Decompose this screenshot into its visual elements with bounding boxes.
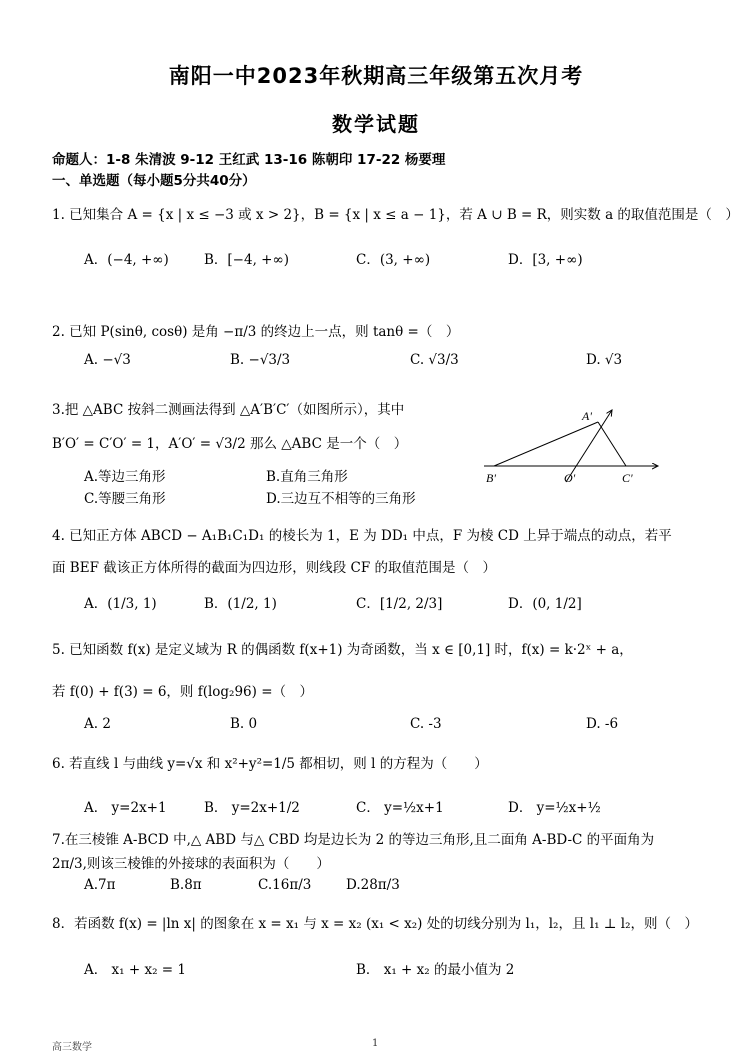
page-title: 南阳一中2023年秋期高三年级第五次月考 [168, 64, 584, 88]
question-4-option-c: C．[1/2, 2/3] [356, 596, 443, 612]
question-7-option-c: C.16π/3 [258, 877, 312, 893]
question-4-option-b: B．(1/2, 1) [204, 596, 277, 612]
side-a-c [598, 422, 626, 466]
question-6-option-a: A． y=2x+1 [84, 800, 167, 816]
question-5-option-b: B. 0 [230, 716, 258, 732]
question-1-option-b: B．[−4, +∞) [204, 252, 289, 268]
question-8-option-b: B． x₁ + x₂ 的最小值为 2 [356, 962, 515, 978]
question-7-option-d: D.28π/3 [346, 877, 400, 893]
question-3-option-a: A.等边三角形 [84, 469, 166, 485]
question-3-option-b: B.直角三角形 [266, 469, 348, 485]
question-3-option-c: C.等腰三角形 [84, 491, 166, 507]
label-c: C' [622, 471, 633, 485]
section-heading: 一、单选题（每小题5分共40分） [52, 173, 256, 189]
footer-subject: 高三数学 [52, 1042, 92, 1053]
question-7-stem-line2: 2π/3,则该三棱锥的外接球的表面积为（ ） [52, 856, 330, 872]
label-a: A' [582, 409, 592, 423]
question-4-stem-line2: 面 BEF 截该正方体所得的截面为四边形，则线段 CF 的取值范围是（ ） [52, 560, 497, 576]
question-7-option-b: B.8π [170, 877, 202, 893]
question-1-option-d: D．[3, +∞) [508, 252, 583, 268]
question-5-stem-line2: 若 f(0) + f(3) = 6，则 f(log₂96) =（ ） [52, 684, 314, 700]
question-3-option-d: D.三边互不相等的三角形 [266, 491, 416, 507]
question-5-option-d: D. -6 [586, 716, 619, 732]
label-o: O' [564, 471, 576, 485]
side-b-a [494, 422, 598, 466]
question-7-option-a: A.7π [84, 877, 116, 893]
question-6-option-d: D． y=½x+½ [508, 800, 601, 816]
question-1-option-a: A．(−4, +∞) [84, 252, 169, 268]
question-5-option-c: C. -3 [410, 716, 442, 732]
question-6-option-b: B． y=2x+1/2 [204, 800, 300, 816]
question-1-option-c: C．(3, +∞) [356, 252, 431, 268]
question-2-option-a: A. −√3 [84, 352, 131, 368]
question-6-option-c: C． y=½x+1 [356, 800, 444, 816]
question-4-stem-line1: 4. 已知正方体 ABCD − A₁B₁C₁D₁ 的棱长为 1，E 为 DD₁ 中点，F 为棱 CD 上异于端点的动点，若平 [52, 528, 672, 544]
authors-line: 命题人：1-8 朱清波 9-12 王红武 13-16 陈朝印 17-22 杨要理 [52, 152, 446, 168]
question-5-stem-line1: 5. 已知函数 f(x) 是定义域为 R 的偶函数 f(x+1) 为奇函数，当 x ∈ [0,1] 时，f(x) = k·2ˣ + a， [52, 642, 633, 658]
question-5-option-a: A. 2 [84, 716, 111, 732]
question-1-stem: 1. 已知集合 A = {x | x ≤ −3 或 x > 2}，B = {x | x ≤ a − 1}，若 A ∪ B = R，则实数 a 的取值范围是（ ） [52, 207, 739, 223]
label-b: B' [486, 471, 496, 485]
question-8-stem: 8．若函数 f(x) = |ln x| 的图象在 x = x₁ 与 x = x₂ (x₁ < x₂) 处的切线分别为 l₁，l₂，且 l₁ ⊥ l₂，则（ ） [52, 916, 699, 932]
oblique-triangle-figure [476, 400, 666, 490]
question-4-option-a: A．(1/3, 1) [84, 596, 157, 612]
question-3-stem-line2: B′O′ = C′O′ = 1，A′O′ = √3/2 那么 △ABC 是一个（ ） [52, 436, 408, 452]
question-7-stem-line1: 7.在三棱锥 A-BCD 中,△ ABD 与△ CBD 均是边长为 2 的等边三角形,且二面角 A-BD-C 的平面角为 [52, 832, 655, 848]
question-6-stem: 6. 若直线 l 与曲线 y=√x 和 x²+y²=1/5 都相切，则 l 的方程为（ ） [52, 756, 488, 772]
footer-page-number: 1 [372, 1038, 379, 1049]
question-2-option-b: B. −√3/3 [230, 352, 291, 368]
question-2-option-d: D. √3 [586, 352, 623, 368]
question-2-stem: 2. 已知 P(sinθ, cosθ) 是角 −π/3 的终边上一点，则 tanθ =（ ） [52, 324, 460, 340]
question-8-option-a: A． x₁ + x₂ = 1 [84, 962, 186, 978]
question-2-option-c: C. √3/3 [410, 352, 459, 368]
question-3-stem-line1: 3.把 △ABC 按斜二测画法得到 △A′B′C′（如图所示），其中 [52, 402, 405, 418]
question-4-option-d: D．(0, 1/2] [508, 596, 582, 612]
page-subtitle: 数学试题 [332, 112, 420, 136]
